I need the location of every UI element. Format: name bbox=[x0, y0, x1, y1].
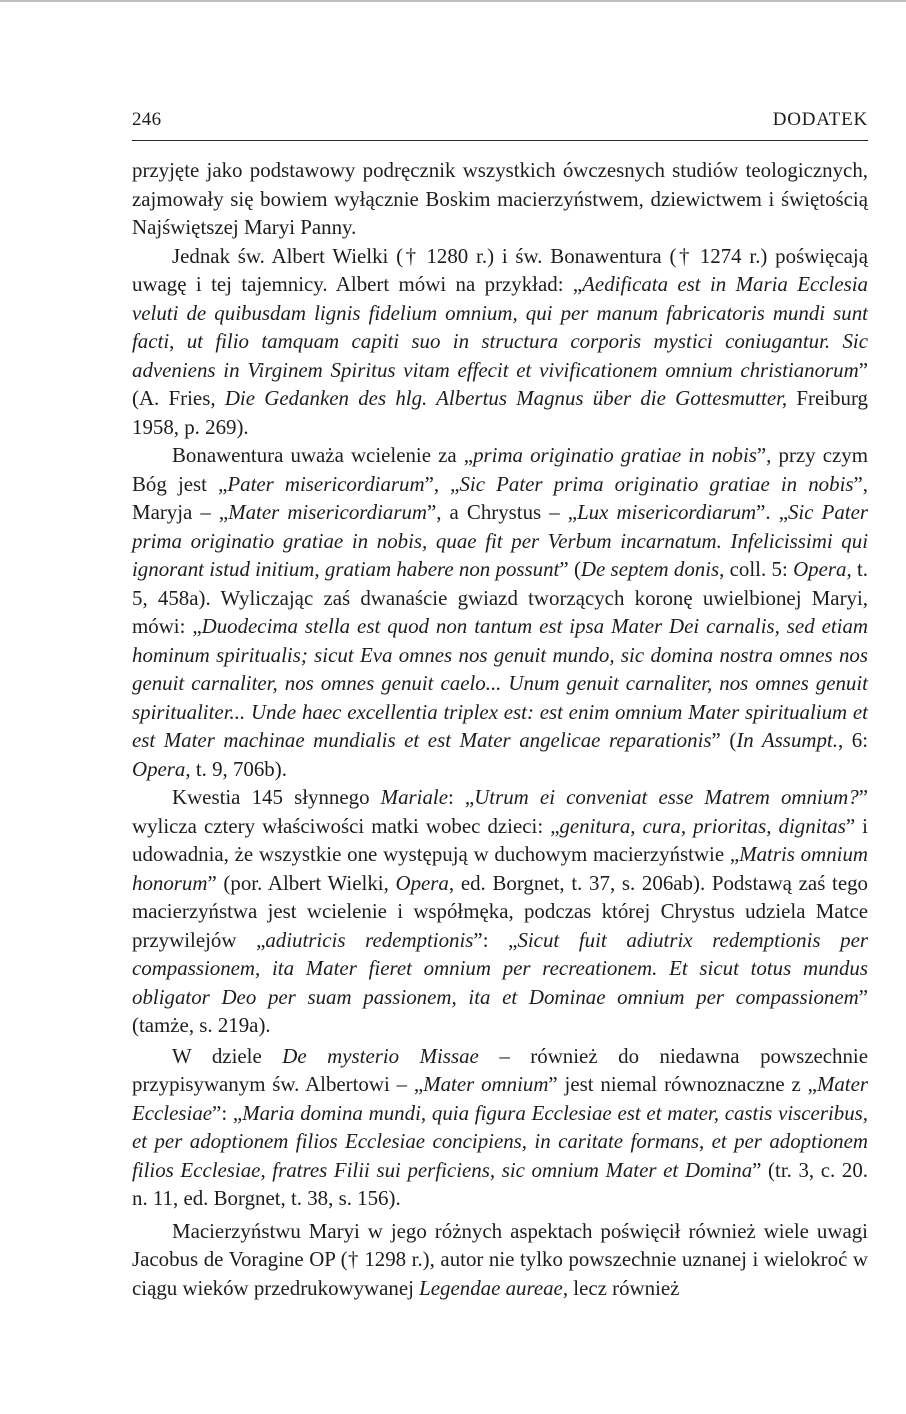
text-run: ” (por. Albert Wielki, bbox=[207, 870, 396, 895]
italic-text: Legendae aureae bbox=[419, 1275, 563, 1300]
text-run: , t. 5, 458a). Wyliczając zaś dwanaście gwiazd tworzących koronę uwielbionej Maryi, mówi: „ bbox=[132, 557, 868, 638]
text-run: , lecz również bbox=[562, 1275, 680, 1300]
italic-text: Lux misericordiarum bbox=[577, 500, 757, 524]
italic-text: Opera bbox=[132, 756, 186, 781]
italic-text: Sic Pater prima originatio gratiae in nobis, quae fit per Verbum incarnatum. Infelicissimi qui ignorant istud initium, gratiam habere non possunt bbox=[132, 500, 868, 581]
book-page bbox=[132, 0, 868, 1414]
italic-text: Die Gedanken des hlg. Albertus Magnus über die Gottesmutter, bbox=[224, 386, 788, 410]
italic-text: Mater Ecclesiae bbox=[132, 1072, 869, 1125]
italic-text: In Assumpt. bbox=[736, 728, 838, 752]
italic-text: Sicut fuit adiutrix redemptionis per compassionem, ita Mater fieret omnium per recreationem. Et sicut totus mundus obligator Deo per suam passionem, ita et Dominae omnium per compassionem bbox=[132, 927, 869, 1009]
italic-text: Duodecima stella est quod non tantum est ipsa Mater Dei carnalis, sed etiam hominum spiritualis; sicut Eva omnes nos genuit mundo, sic domina nostra omnes nos genuit carnaliter, nos omnes genuit caelo... Unum genuit carnaliter, nos omnes genuit spiritualiter... Unde haec excellentia triplex est: est enim omnium Mater spiritualium et est Mater machinae mundialis et est Mater angelicae reparationis bbox=[132, 614, 868, 752]
italic-text: Mariale bbox=[380, 785, 448, 809]
header-rule bbox=[132, 140, 868, 141]
text-run: – również do niedawna powszechnie przypisywanym św. Albertowi – „ bbox=[132, 1043, 868, 1096]
paragraph bbox=[132, 1042, 868, 1213]
text-run: , ed. Borgnet, t. 37, s. 206ab). Podstawą zaś tego macierzyństwa jest wcielenie i współmęka, podczas której Chrystus udziela Matce przywilejów „ bbox=[132, 870, 868, 952]
body-text bbox=[132, 156, 868, 1302]
text-run: ” ( bbox=[711, 728, 737, 752]
running-head bbox=[132, 109, 868, 137]
text-run: ”. „ bbox=[756, 500, 788, 524]
text-run: Jednak św. Albert Wielki († 1280 r.) i św. Bonawentura († 1274 r.) poświęcają uwagę i tej tajemnicy. Albert mówi na przykład: „ bbox=[132, 243, 868, 296]
italic-text: Opera bbox=[793, 557, 847, 581]
paragraph bbox=[132, 783, 868, 1040]
paragraph bbox=[132, 441, 868, 783]
text-run: : „ bbox=[447, 785, 475, 809]
italic-text: prima originatio gratiae in nobis bbox=[473, 443, 757, 467]
text-run: ” jest niemal równoznaczne z „ bbox=[548, 1072, 817, 1096]
italic-text: Maria domina mundi, quia figura Ecclesiae est et mater, castis visceribus, et per adoptionem filios Ecclesiae concipiens, in caritate formans, et per adoptionem filios Ecclesiae, fratres Filii sui perficiens, sic omnium Mater et Domina bbox=[132, 1100, 869, 1182]
text-run: ” (tamże, s. 219a). bbox=[132, 984, 868, 1037]
italic-text: adiutricis redemptionis bbox=[265, 927, 474, 952]
text-run: , t. 9, 706b). bbox=[185, 756, 287, 781]
text-run: Kwestia 145 słynnego bbox=[172, 785, 381, 809]
italic-text: Mater misericordiarum bbox=[228, 500, 427, 524]
italic-text: Mater omnium bbox=[423, 1072, 549, 1096]
text-run: , coll. 5: bbox=[719, 557, 794, 581]
page-number: 246 bbox=[132, 109, 162, 130]
italic-text: Sic Pater prima originatio gratiae in nobis bbox=[459, 471, 854, 496]
italic-text: Aedificata est in Maria Ecclesia veluti de quibusdam lignis fidelium omnium, qui per manum fabricatoris mundi sunt facti, ut filio tamquam capiti suo in structura corporis mystici coniugantur. Sic adveniens in Virginem Spiritus vitam effecit et vivificationem omnium christianorum bbox=[132, 272, 868, 382]
text-run: ” (A. Fries, bbox=[132, 357, 868, 410]
text-run: ”, „ bbox=[424, 471, 460, 496]
paragraph bbox=[132, 156, 868, 242]
italic-text: Opera bbox=[395, 870, 449, 895]
paragraph bbox=[132, 242, 868, 442]
italic-text: Utrum ei conveniat esse Matrem omnium? bbox=[474, 785, 859, 809]
italic-text: Pater misericordiarum bbox=[227, 471, 425, 496]
text-run: ”, Maryja – „ bbox=[132, 471, 868, 524]
paragraph bbox=[132, 1217, 868, 1303]
italic-text: Matris omnium honorum bbox=[132, 842, 868, 895]
text-run: Bonawentura uważa wcielenie za „ bbox=[172, 443, 474, 467]
text-run: ” (tr. 3, c. 20. n. 11, ed. Borgnet, t. 38, s. 156). bbox=[132, 1157, 868, 1210]
text-run: Macierzyństwu Maryi w jego różnych aspektach poświęcił również wiele uwagi Jacobus de Voragine OP († 1298 r.), autor nie tylko powszechnie uznanej i wielokroć w ciągu wieków przedrukowywanej bbox=[132, 1218, 868, 1300]
text-run: ”, a Chrystus – „ bbox=[426, 500, 578, 524]
text-run: ”, przy czym Bóg jest „ bbox=[132, 443, 868, 496]
text-run: przyjęte jako podstawowy podręcznik wszystkich ówczesnych studiów teologicznych, zajmowały się bowiem wyłącznie Boskim macierzyństwem, dziewictwem i świętością Najświętszej Maryi Panny. bbox=[132, 158, 868, 239]
text-run: W dziele bbox=[172, 1043, 283, 1068]
italic-text: De mysterio Missae bbox=[282, 1043, 479, 1068]
text-run: ”: „ bbox=[473, 927, 518, 952]
text-run: , 6: bbox=[837, 728, 868, 752]
italic-text: De septem donis bbox=[580, 557, 720, 581]
text-run: ” wylicza cztery właściwości matki wobec dzieci: „ bbox=[132, 785, 868, 838]
italic-text: genitura, cura, prioritas, dignitas bbox=[559, 813, 846, 838]
text-run: Freiburg 1958, p. 269). bbox=[132, 386, 868, 439]
section-title: DODATEK bbox=[772, 109, 868, 130]
text-run: ” ( bbox=[559, 557, 581, 581]
text-run: ” i udowadnia, że wszystkie one występują w duchowym macierzyństwie „ bbox=[132, 813, 868, 866]
text-run: ”: „ bbox=[212, 1100, 243, 1125]
